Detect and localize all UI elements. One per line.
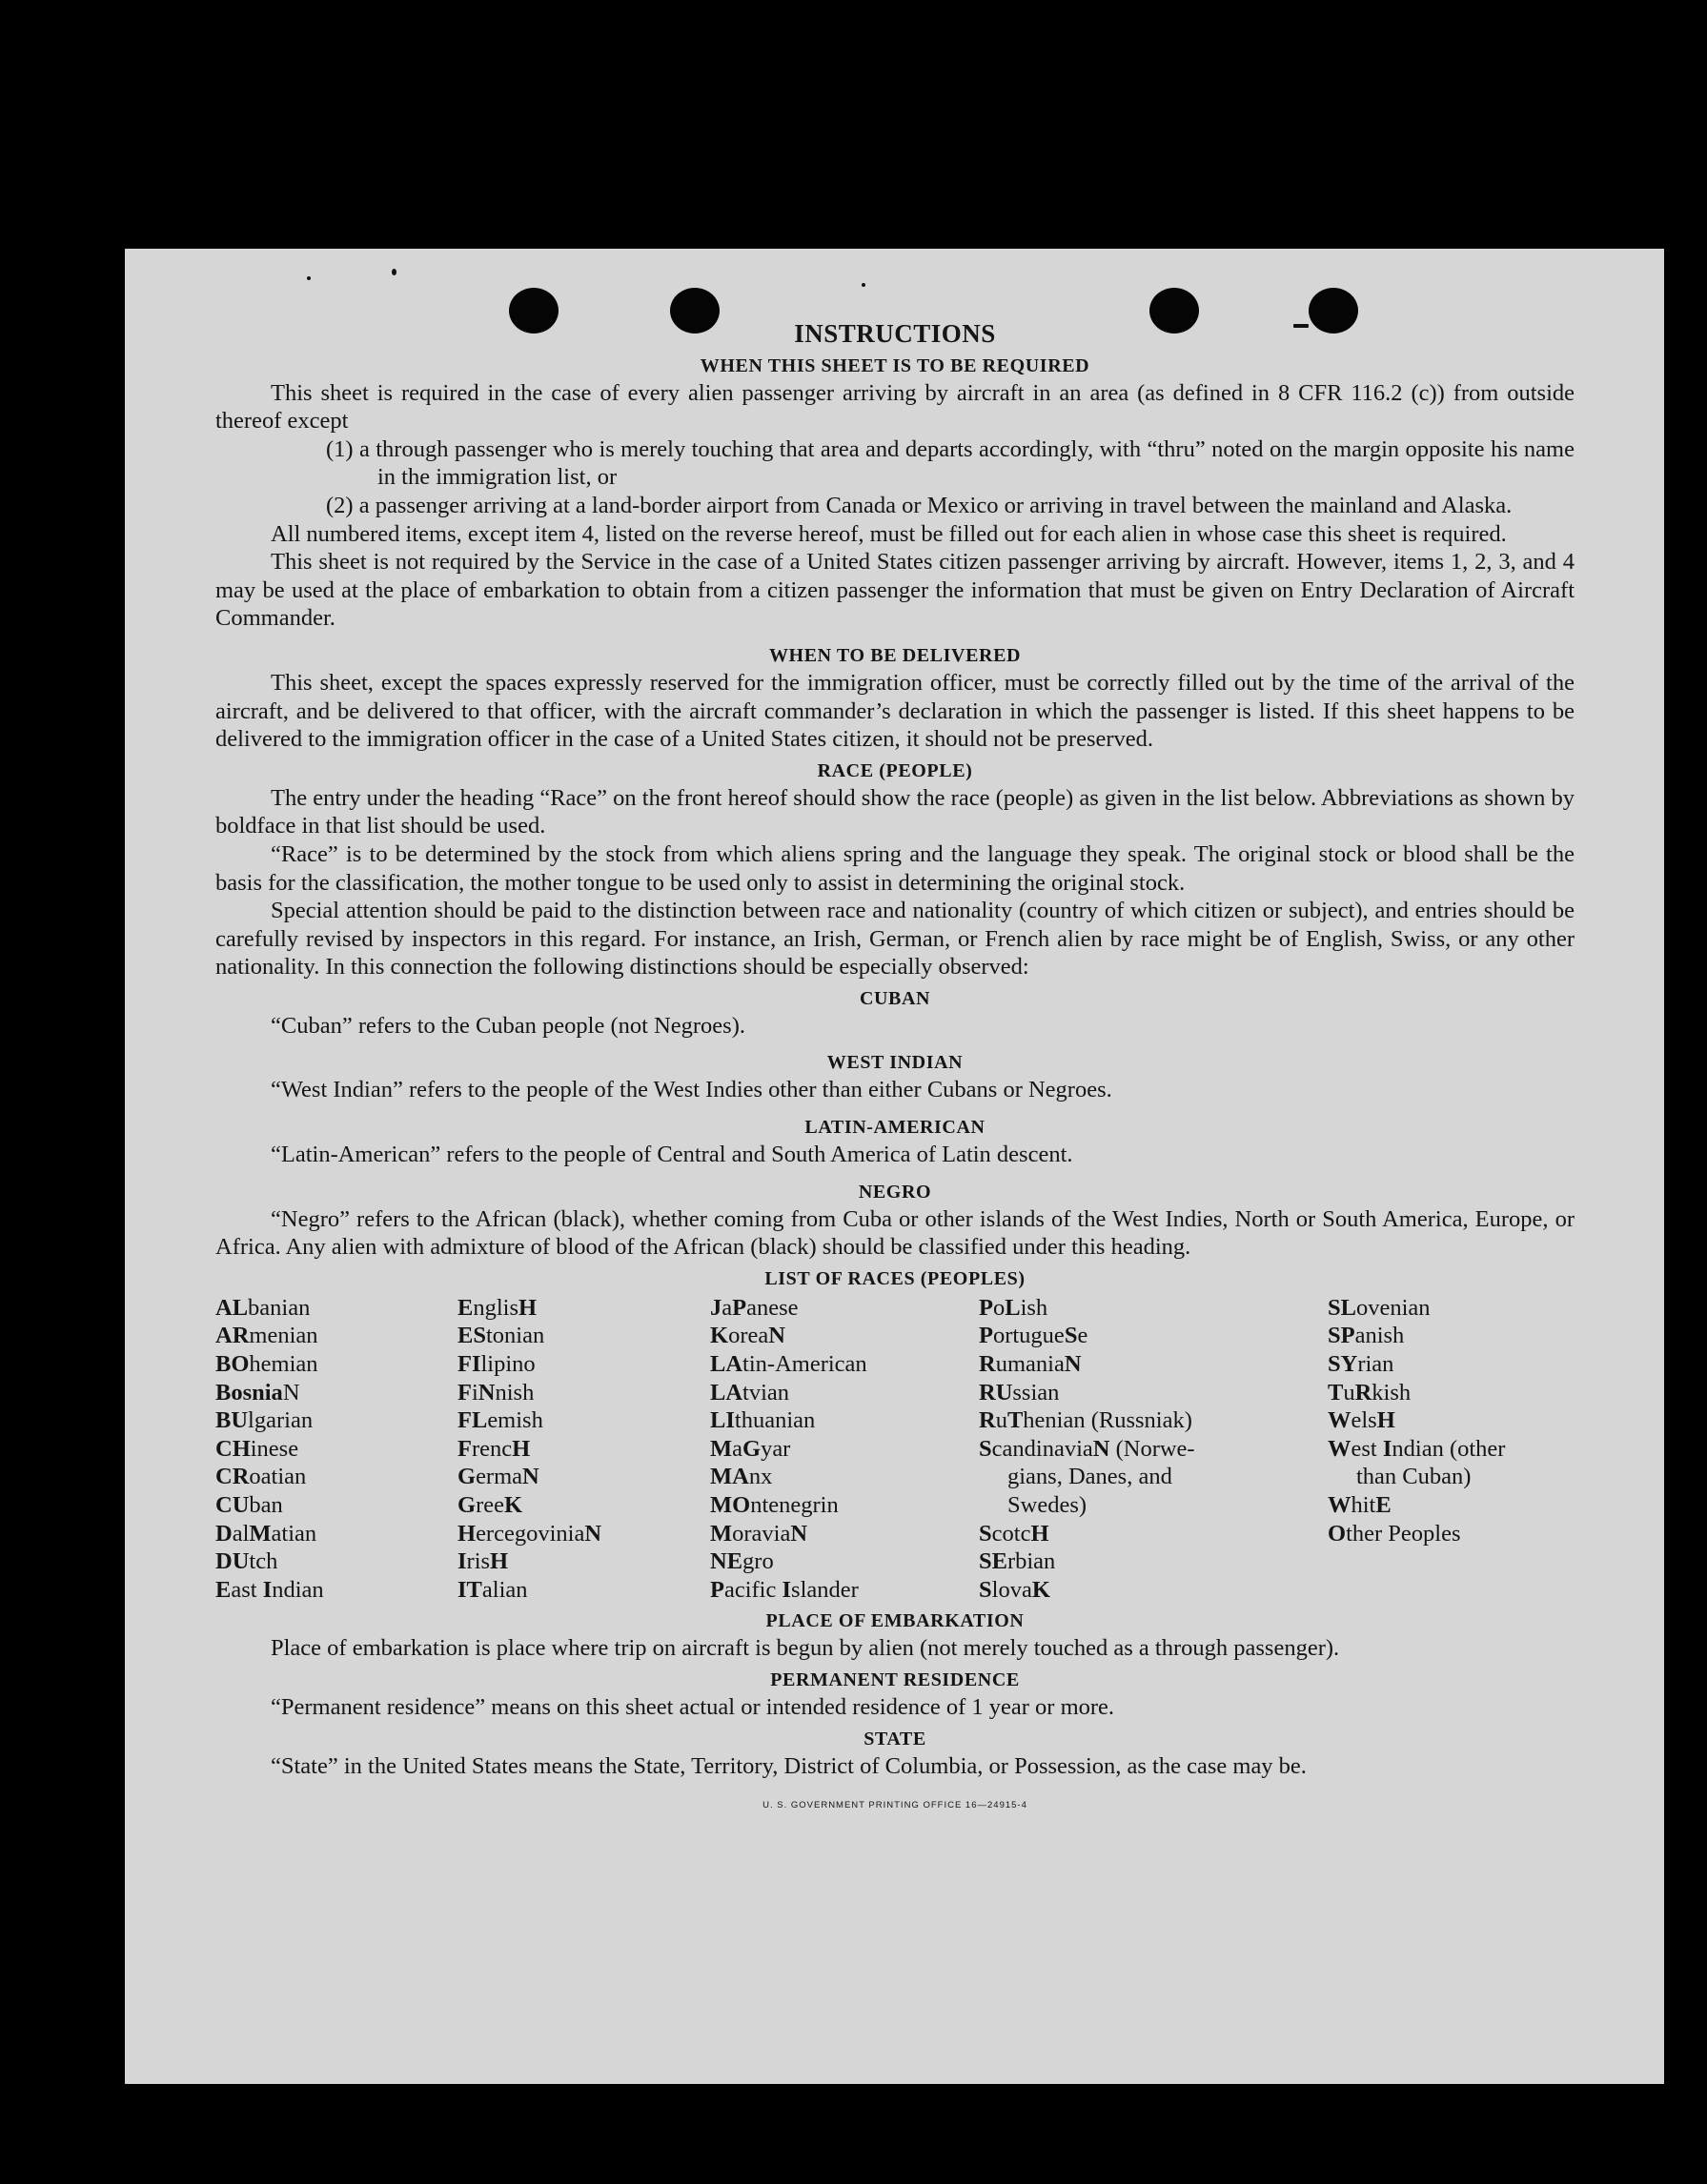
race-entry: Pacific Islander <box>710 1576 859 1603</box>
race-entry: SPanish <box>1328 1323 1405 1349</box>
races-heading: LIST OF RACES (PEOPLES) <box>764 1267 1026 1289</box>
race-entry: GreeK <box>457 1492 523 1518</box>
paragraph: “Permanent residence” means on this sheet actual or intended residence of 1 year or more. <box>271 1693 1115 1720</box>
race-entry: LAtin-American <box>710 1351 867 1378</box>
section-heading: WHEN THIS SHEET IS TO BE REQUIRED <box>700 354 1090 376</box>
race-entry: West Indian (other <box>1328 1435 1506 1462</box>
race-entry: MOntenegrin <box>710 1492 839 1518</box>
race-entry: ScotcH <box>979 1520 1049 1547</box>
race-entry: MaGyar <box>710 1435 791 1462</box>
paragraph: All numbered items, except item 4, listed on the reverse hereof, must be filled out for each alien in whose case this sheet is required. <box>271 520 1507 547</box>
race-entry: ARmenian <box>215 1323 318 1349</box>
speck <box>862 283 865 287</box>
printer-imprint: U. S. GOVERNMENT PRINTING OFFICE 16—24915-4 <box>762 1800 1027 1811</box>
race-entry: SlovaK <box>979 1576 1050 1603</box>
races-column <box>710 1294 979 1605</box>
race-entry: FrencH <box>457 1435 531 1462</box>
races-column <box>979 1294 1328 1605</box>
section-heading: PLACE OF EMBARKATION <box>765 1610 1025 1632</box>
race-entry: GermaN <box>457 1464 539 1490</box>
race-entry: CRoatian <box>215 1464 307 1490</box>
section-heading: WHEN TO BE DELIVERED <box>768 644 1022 666</box>
section-heading: CUBAN <box>859 987 931 1009</box>
race-entry: KoreaN <box>710 1323 785 1349</box>
paragraph: “Negro” refers to the African (black), whether coming from Cuba or other islands of the West Indies, North or South America, Europe, or Africa. Any alien with admixture of blood of the African (black) should be classified under this heading. <box>215 1205 1575 1261</box>
instructions-content <box>215 316 1575 1820</box>
race-entry: RUssian <box>979 1379 1060 1405</box>
race-entry: LIthuanian <box>710 1407 816 1434</box>
list-item: (1) a through passenger who is merely touching that area and departs accordingly, with “thru” noted on the margin opposite his name in the immigration list, or <box>326 435 1575 491</box>
paragraph: “Race” is to be determined by the stock from which aliens spring and the language they speak. The original stock or blood shall be the basis for the classification, the mother tongue to be used only to assist in determining the original stock. <box>215 840 1575 896</box>
race-entry: HercegoviniaN <box>457 1520 602 1547</box>
race-entry: NEgro <box>710 1548 774 1575</box>
race-entry: ALbanian <box>215 1294 311 1321</box>
paragraph: “West Indian” refers to the people of the West Indies other than either Cubans or Negroes. <box>271 1077 1112 1103</box>
race-entry: SLovenian <box>1328 1294 1431 1321</box>
section-heading: NEGRO <box>858 1181 932 1203</box>
section-heading: STATE <box>864 1728 926 1749</box>
race-entry: RumaniaN <box>979 1351 1082 1378</box>
paragraph: “Latin-American” refers to the people of Central and South America of Latin descent. <box>271 1142 1073 1168</box>
race-entry: TuRkish <box>1328 1379 1412 1405</box>
paragraph: This sheet, except the spaces expressly reserved for the immigration officer, must be correctly filled out by the time of the arrival of the aircraft, and be delivered to that officer, with the aircraft commander’s declaration in which the passenger is listed. If this sheet happens to be delivered to the immigration officer in the case of a United States citizen, it should not be preserved. <box>215 669 1575 753</box>
race-entry: DUtch <box>215 1548 278 1575</box>
paragraph: Special attention should be paid to the distinction between race and nationality (country of which citizen or subject), and entries should be carefully revised by inspectors in this regard. For instance, an Irish, German, or French alien by race might be of English, Swiss, or any other nationality. In this connection the following distinctions should be especially observed: <box>215 898 1575 981</box>
paragraph: “State” in the United States means the State, Territory, District of Columbia, or Possession, as the case may be. <box>271 1752 1307 1779</box>
paragraph: “Cuban” refers to the Cuban people (not Negroes). <box>271 1012 745 1039</box>
races-column <box>1328 1294 1575 1605</box>
section-heading: PERMANENT RESIDENCE <box>770 1668 1020 1690</box>
race-entry: MoraviaN <box>710 1520 808 1547</box>
race-entry: WhitE <box>1328 1492 1392 1518</box>
race-entry: EnglisH <box>457 1294 538 1321</box>
race-entry: RuThenian (Russniak) <box>979 1407 1192 1434</box>
section-heading: RACE (PEOPLE) <box>817 759 973 781</box>
race-entry: JaPanese <box>710 1294 799 1321</box>
section-heading: LATIN-AMERICAN <box>804 1117 986 1139</box>
paragraph: The entry under the heading “Race” on the front hereof should show the race (people) as given in the list below. Abbreviations as shown by boldface in that list should be used. <box>215 784 1575 839</box>
speck <box>392 269 396 275</box>
race-entry: DalMatian <box>215 1520 317 1547</box>
race-entry: SYrian <box>1328 1351 1394 1378</box>
race-entry: CUban <box>215 1492 283 1518</box>
race-entry: FiNnish <box>457 1379 535 1405</box>
race-entry: LAtvian <box>710 1379 790 1405</box>
races-column <box>457 1294 710 1605</box>
paragraph: Place of embarkation is place where trip on aircraft is begun by alien (not merely touched as a through passenger). <box>271 1635 1340 1662</box>
races-column <box>215 1294 457 1605</box>
paragraph: This sheet is not required by the Service in the case of a United States citizen passenger arriving by aircraft. However, items 1, 2, 3, and 4 may be used at the place of embarkation to obtain from a citizen passenger the information that must be given on Entry Declaration of Aircraft Commander. <box>215 549 1575 632</box>
race-entry: Other Peoples <box>1328 1520 1461 1547</box>
speck <box>307 276 311 280</box>
race-entry: PortugueSe <box>979 1323 1088 1349</box>
list-item: (2) a passenger arriving at a land-border airport from Canada or Mexico or arriving in travel between the mainland and Alaska. <box>326 492 1513 518</box>
race-entry: gians, Danes, and <box>1007 1464 1172 1490</box>
race-entry: BosniaN <box>215 1379 300 1405</box>
race-entry: CHinese <box>215 1435 299 1462</box>
section-heading: WEST INDIAN <box>826 1052 964 1074</box>
race-entry: Swedes) <box>1007 1492 1087 1518</box>
race-entry: FLemish <box>457 1407 543 1434</box>
race-entry: BUlgarian <box>215 1407 314 1434</box>
race-entry: than Cuban) <box>1356 1464 1472 1490</box>
race-entry: FIlipino <box>457 1351 536 1378</box>
race-entry: EStonian <box>457 1323 545 1349</box>
race-entry: PoLish <box>979 1294 1048 1321</box>
race-entry: WelsH <box>1328 1407 1395 1434</box>
paragraph: This sheet is required in the case of every alien passenger arriving by aircraft in an area (as defined in 8 CFR 116.2 (c)) from outside thereof except <box>215 379 1575 435</box>
race-entry: SErbian <box>979 1548 1056 1575</box>
page-title: INSTRUCTIONS <box>794 319 996 348</box>
race-entry: IrisH <box>457 1548 509 1575</box>
races-list <box>215 1294 1575 1605</box>
race-entry: ScandinaviaN (Norwe- <box>979 1435 1195 1462</box>
race-entry: East Indian <box>215 1576 324 1603</box>
race-entry: ITalian <box>457 1576 528 1603</box>
race-entry: MAnx <box>710 1464 773 1490</box>
race-entry: BOhemian <box>215 1351 318 1378</box>
